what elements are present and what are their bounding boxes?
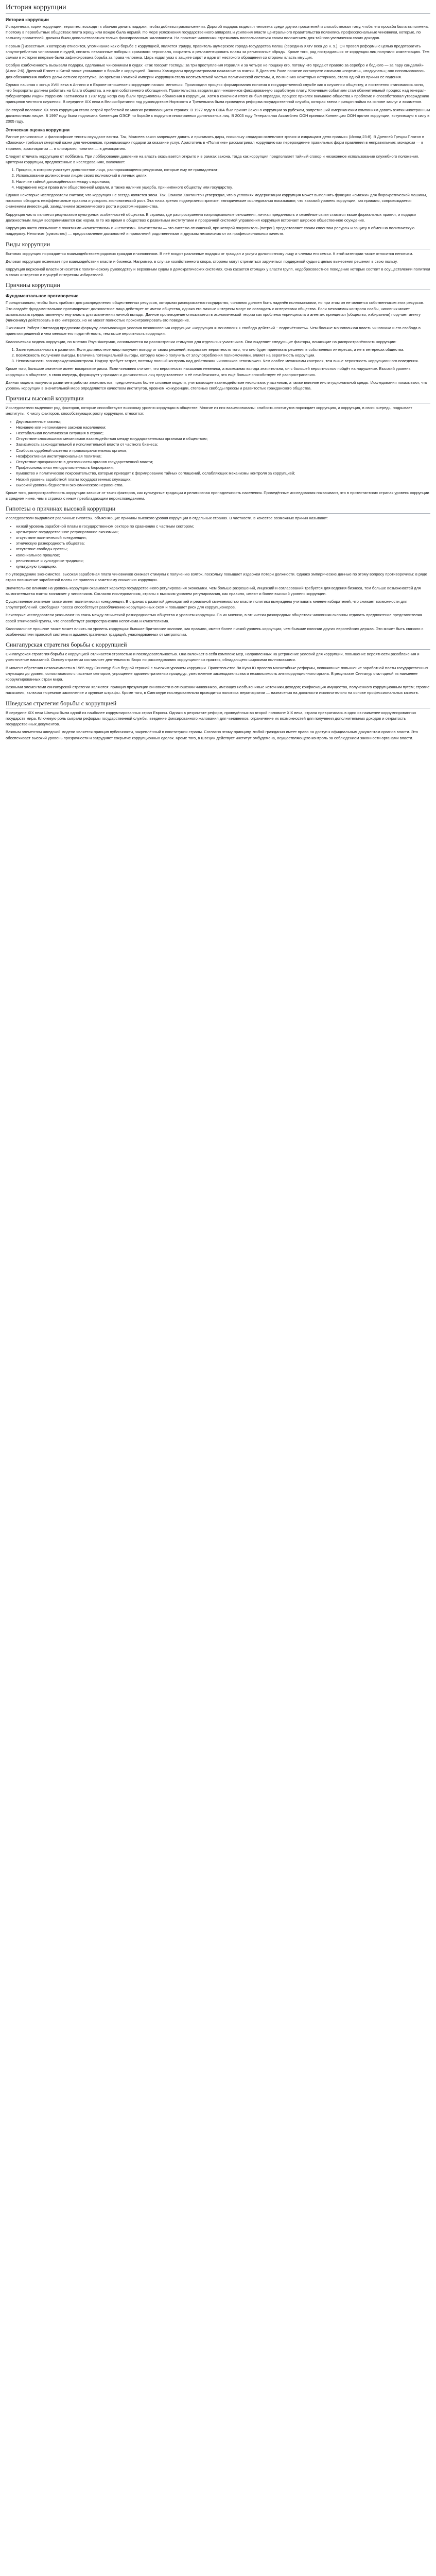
section-heading: Причины высокой коррупции [6, 394, 430, 403]
paragraph: Существенное значение также имеет политическая конкуренция. В странах с развитой демократией и реальной сменяемостью власти политики вынуждены учитывать мнение избирателей, что снижает возможности для злоупотреблений. Свободная пресса способствует разоблачению коррупционных схем и повышает риск для коррупционеров. [6, 599, 408, 610]
list-item: • Неэффективная институциональная политика; [16, 453, 430, 459]
list-item: • низкий уровень заработной платы в государственном секторе по сравнению с частным сектором; [16, 523, 430, 529]
list-item: • колониальное прошлое; [16, 552, 430, 558]
section-heading: Шведская стратегия борьбы с коррупцией [6, 699, 430, 708]
bullet-list [6, 419, 430, 488]
paragraph: Значительное влияние на уровень коррупции оказывает характер государственного регулирования экономики. Чем больше разрешений, лицензий и согласований требуется для ведения бизнеса, тем больше возможностей для вымогательства взяток возникает у чиновников. Согласно исследованиям, страны с высоким уровнем регулирования, как правило, имеют и более высокий уровень коррупции. [6, 585, 421, 596]
paragraph: Некоторые исследователи указывают на связь между этнической разнородностью общества и уровнем коррупции. По их мнению, в этнически разнородных обществах чиновники склонны отдавать предпочтение представителям своей этнической группы, что способствует распространению непотизма и клиентелизма. [6, 613, 423, 623]
paragraph: Первым [‬] известным, к которому относится, упоминание как о борьбе с коррупцией, является Уриуру, правитель шумерского города-государства Лагаш (середина XXIV века до н. э.). Он провёл реформы с целью предотвратить злоупотребления чиновников и судей, снизить незаконные поборы с храмового персонала, сократить и регламентировать платы за религиозные обряды. Кроме того, ряд пострадавших от коррупции лиц получили компенсацию. Тем самым в истории впервые была зафиксирована борьба за права человека. Царь издал указ о защите сирот и вдов от жестокого обращения со стороны власть имущих. [6, 43, 430, 60]
paragraph: Важными элементами сингапурской стратегии являются: принцип презумпции виновности в отношении чиновников, имеющих необъяснимые источники доходов; конфискация имущества, полученного коррупционным путём; строгие наказания, включая тюремное заключение и крупные штрафы. Кроме того, в Сингапуре последовательно проводится политика меритократии — назначения на должности исключительно на основе профессиональных качеств. [6, 685, 430, 696]
list-item: • культурную традицию. [16, 564, 430, 569]
list-item: 4. Нарушение норм права или общественной морали, а также наличие ущерба, причинённого обществу или государству. [16, 184, 430, 190]
list-item: 1. Заинтересованность в развитии. Если должностное лицо получает выгоду от своих решений, возрастает вероятность того, что оно будет принимать решения в собственных интересах, а не в интересах общества. [16, 347, 430, 352]
section-heading: Гипотезы о причинах высокой коррупции [6, 504, 430, 514]
paragraph: Экономист Роберт Клитгаард предложил формулу, описывающую условия возникновения коррупции: «коррупция = монополия + свобода действий − подотчётность». Чем больше монопольная власть чиновника и его свобода в принятии решений и чем меньше его подотчётность, тем выше вероятность коррупции. [6, 326, 421, 336]
paragraph: Однако некоторые исследователи считают, что коррупция не всегда является злом. Так, Сэмюэл Хантингтон утверждал, что в условиях модернизации коррупция может выполнять функцию «смазки» для бюрократической машины, позволяя обходить неэффективные правила и ускорять экономический рост. Эта точка зрения подвергается критике: эмпирические исследования показывают, что высокий уровень коррупции, как правило, сопровождается снижением инвестиций, замедлением экономического роста и ростом неравенства. [6, 193, 427, 209]
paragraph: Деловая коррупция возникает при взаимодействии власти и бизнеса. Например, в случае хозяйственного спора, стороны могут стремиться заручиться поддержкой судьи с целью вынесения решения в свою пользу. [6, 259, 398, 264]
paragraph: Однако начиная с конца XVIII века в Англии и в Европе отношение к коррупции начало меняться. Происходил процесс формирования понятия о государственной службе как о служении обществу, и постепенно становилось ясно, что бюрократы должны работать на благо общества, а не для собственного обогащения. Правительства вводили для чиновников фиксированную заработную плату. Ключевым событием стал обвинительный процесс над генерал-губернатором Индии Уорреном Гастингсом в 1787 году, когда ему были предъявлены обвинения в коррупции. Хотя в конечном итоге он был оправдан, процесс привлёк внимание общества к проблеме и способствовал утверждению принципов честного служения. В середине XIX века в Великобритании под руководством Нортскота и Тревельяна была проведена реформа государственной службы, которая ввела принцип найма на основе заслуг и экзаменов. [6, 82, 429, 105]
list-item: • отсутствие политической конкуренции; [16, 535, 430, 540]
list-item: • Двусмысленные законы; [16, 419, 430, 425]
numbered-list [6, 347, 430, 364]
paragraph: Бытовая коррупция порождается взаимодействием рядовых граждан и чиновников. В неё входят различные подарки от граждан и услуги должностному лицу и членам его семьи. К этой категории также относится непотизм. [6, 251, 413, 256]
paragraph: Исследователи выделяют ряд факторов, которые способствуют высокому уровню коррупции в обществе. Многие из них взаимосвязаны: слабость институтов порождает коррупцию, а коррупция, в свою очередь, подрывает институты. К числу факторов, способствующих росту коррупции, относятся: [6, 405, 412, 416]
list-item: 1. Процесс, в котором участвует должностное лицо, распоряжающееся ресурсами, которые ему не принадлежат; [16, 167, 430, 173]
paragraph: Кроме того, большое значение имеет восприятие риска. Если чиновник считает, что вероятность наказания невелика, а возможная выгода значительна, он с большей вероятностью пойдёт на нарушение. Высокий уровень коррупции в обществе, в свою очередь, формирует у граждан и должностных лиц представление о её неизбежности, что ещё больше способствует её распространению. [6, 366, 411, 377]
paragraph: Важным элементом шведской модели является принцип публичности, закреплённый в конституции страны. Согласно этому принципу, любой гражданин имеет право на доступ к официальным документам органов власти. Это обеспечивает высокий уровень прозрачности и затрудняет сокрытие коррупционных сделок. Кроме того, в Швеции действует институт омбудсмена, осуществляющего контроль за соблюдением законности органами власти. [6, 730, 418, 740]
list-item: 2. Возможность получения выгоды. Величина потенциальной выгоды, которую можно получить от злоупотребления полномочиями, влияет на вероятность коррупции. [16, 352, 430, 358]
paragraph: Исследователи выдвигают различные гипотезы, объясняющие причины высокого уровня коррупции в отдельных странах. В частности, в качестве возможных причин называют: [6, 516, 328, 521]
section-heading: Виды коррупции [6, 240, 430, 249]
section-heading: История коррупции [6, 17, 49, 22]
paragraph: В середине XIX века Швеция была одной из наиболее коррумпированных стран Европы. Однако в результате реформ, проведённых во второй половине XIX века, страна превратилась в одно из наименее коррумпированных государств мира. Ключевую роль сыграли реформы государственной службы, введение фиксированного жалования для чиновников, ограничение их возможностей для получения дополнительных доходов и открытость государственных документов. [6, 710, 416, 727]
list-item: • Кумовство и политическое покровительство, которые приводят к формированию тайных соглашений, ослабляющих механизмы контроля за коррупцией; [16, 470, 430, 476]
list-item: • Профессиональная неподготовленность бюрократии; [16, 465, 430, 470]
list-item: • чрезмерное государственное регулирование экономики; [16, 529, 430, 535]
list-item: • Зависимость законодательной и исполнительной власти от частного бизнеса; [16, 442, 430, 447]
section-heading: Фундаментальное противоречие [6, 293, 79, 299]
numbered-list [6, 167, 430, 190]
paragraph: Коррупция часто является результатом культурных особенностей общества. В странах, где распространены патриархальные отношения, личная преданность и семейные связи ставятся выше формальных правил, и подарки должностным лицам воспринимаются как норма. В то же время в обществах с развитыми институтами и прозрачной системой управления коррупция встречает широкое общественное осуждение. [6, 212, 416, 223]
bullet-list [6, 523, 430, 570]
list-item: • Слабость судебной системы и правоохранительных органов; [16, 448, 430, 453]
page-title: История коррупции [6, 3, 430, 14]
paragraph: Данная модель получила развитие в работах экономистов, предложивших более сложные модели, учитывающие взаимодействие нескольких участников, а также влияние институциональной среды. Исследования показывают, что уровень коррупции в значительной мере определяется качеством институтов, уровнем конкуренции, степенью свободы прессы и развитостью гражданского общества. [6, 380, 427, 391]
paragraph: Принципиально, чтобы быть «рабом» для распределения общественных ресурсов, которыми распоряжается государство, чиновник должен быть наделён полномочиями, но при этом он не является собственником этих ресурсов. Это создаёт фундаментальное противоречие: должностное лицо действует от имени общества, однако его личные интересы могут не совпадать с интересами общества. Если механизмы контроля слабы, чиновник может использовать предоставленную ему власть для извлечения личной выгоды. Данное противоречие описывается в экономической теории как проблема «принципала и агента»: принципал (общество, избиратели) поручает агенту (чиновнику) действовать в его интересах, но не может полностью проконтролировать его поведение. [6, 300, 425, 323]
paragraph: По утверждению экономистов, высокая заработная плата чиновников снижает стимулы к получению взяток, поскольку повышает издержки потери должности. Однако эмпирические данные по этому вопросу противоречивы: в ряде стран повышение заработной платы не привело к заметному снижению коррупции. [6, 572, 427, 583]
list-item: • этническую разнородность общества; [16, 540, 430, 546]
paragraph: В момент обретения независимости в 1965 году Сингапур был бедной страной с высоким уровнем коррупции. Правительство Ли Куан Ю провело масштабные реформы, включавшие повышение заработной платы государственных служащих до уровня, сопоставимого с частным сектором, упрощение административных процедур, ужесточение законодательства и независимость антикоррупционного органа. В результате Сингапур стал одной из наименее коррумпированных стран мира. [6, 665, 428, 682]
paragraph: Коррупция верховной власти относится к политическому руководству и верховным судам в демократических системах. Она касается стоящих у власти групп, недобросовестное поведение которых состоит в осуществлении политики в своих интересах и в ущерб интересам избирателей. [6, 266, 430, 278]
paragraph: Кроме того, распространённость коррупции зависит от таких факторов, как культурные традиции и религиозная принадлежность населения. Проведённые исследования показывают, что в протестантских странах уровень коррупции в среднем ниже, чем в странах с иным преобладающим вероисповеданием. [6, 490, 429, 501]
paragraph: Следует отличать коррупцию от лоббизма. При лоббировании давление на власть оказывается открыто и в рамках закона, тогда как коррупция предполагает тайный сговор и незаконное использование служебного положения. Критерии коррупции, предложенные в исследованиях, включают: [6, 154, 420, 165]
paragraph: Во второй половине XX века коррупция стала острой проблемой во многих развивающихся странах. В 1977 году в США был принят Закон о коррупции за рубежом, запретивший американским компаниям давать взятки иностранным должностным лицам. В 1997 году была подписана Конвенция ОЭСР по борьбе с подкупом иностранных должностных лиц. В 2003 году Генеральная Ассамблея ООН приняла Конвенцию ООН против коррупции, вступившую в силу в 2005 году. [6, 107, 430, 124]
paragraph: Классическая модель коррупции, по мнению Роуз-Аккерман, основывается на рассмотрении стимулов для отдельных участников. Она выделяет следующие факторы, влияющие на распространённость коррупции: [6, 339, 396, 344]
list-item: 3. Невозможность вознаграждения/контроля. Надзор требует затрат, поэтому полный контроль над действиями чиновников невозможен. Чем слабее механизмы контроля, тем выше вероятность коррупционного поведения. [16, 358, 430, 364]
list-item: • Отсутствие прозрачности в деятельности органов государственной власти; [16, 459, 430, 465]
list-item: • Незнание или непонимание законов населением; [16, 425, 430, 430]
list-item: • Отсутствие сложившихся механизмов взаимодействия между государственными органами и обществом; [16, 436, 430, 442]
paragraph: Коррупцию часто связывают с понятиями «клиентелизм» и «непотизм». Клиентелизм — это система отношений, при которой покровитель (патрон) предоставляет своим клиентам ресурсы и защиту в обмен на политическую поддержку. Непотизм (кумовство) — предоставление должностей и привилегий родственникам и друзьям независимо от их профессиональных качеств. [6, 226, 415, 236]
list-item: • отсутствие свободы прессы; [16, 546, 430, 552]
paragraph: Ранние религиозные и философские тексты осуждают взятки. Так, Моисеев закон запрещает давать и принимать дары, поскольку «подарки ослепляют зрячих и извращают дело правых» (Исход 23:8). В Древней Греции Платон в «Законах» требовал смертной казни для чиновников, принимающих подарки за оказание услуг. Аристотель в «Политике» рассматривал коррупцию как перерождение правильных форм правления в неправильные: монархии — в тиранию, аристократии — в олигархию, политии — в демократию. [6, 134, 424, 151]
list-item: 3. Наличие тайной договорённости между сторонами; [16, 179, 430, 184]
article [0, 0, 436, 753]
paragraph: Особую озабоченность вызывали подарки, сделанные чиновникам в судах: «Так говорит Господь: за три преступления Израиля и за четыре не пощажу его, потому что продают правого за серебро и бедного — за пару сандалий» (Амос 2:6). Древний Египет и Китай также упоминают о борьбе с коррупцией. Законы Хаммурапи предусматривали наказание за взятки. В Древнем Риме понятие corrumpere означало «портить», «подкупать»; оно использовалось для обозначения любого должностного проступка. Во времена Римской империи коррупция стала неотъемлемой частью политической системы, и, по мнению некоторых историков, стала одной из причин её падения. [6, 63, 425, 79]
list-item: • Высокий уровень бедности и экономического неравенства. [16, 482, 430, 488]
paragraph: Сингапурская стратегия борьбы с коррупцией отличается строгостью и последовательностью. Она включает в себя комплекс мер, направленных на устранение условий для коррупции, повышение вероятности разоблачения и ужесточение наказаний. Основу стратегии составляет деятельность Бюро по расследованию коррупционных практик, обладающего широкими полномочиями. [6, 652, 420, 663]
paragraph: Колониальное прошлое также может влиять на уровень коррупции: бывшие британские колонии, как правило, имеют более низкий уровень коррупции, чем бывшие колонии других европейских держав. Это может быть связано с особенностями правовой системы и административных традиций, унаследованных от метрополии. [6, 626, 424, 637]
paragraph: Исторически, корни коррупции, вероятно, восходят к обычаю делать подарки, чтобы добиться расположения. Дорогой подарок выделял человека среди других просителей и способствовал тому, чтобы его просьба была выполнена. Поэтому в первобытных обществах плата жрецу или вождю была нормой. По мере усложнения государственного аппарата и усиления власти центрального правительства появились профессиональные чиновники, которые, по замыслу правителей, должны были довольствоваться только фиксированным жалованием. На практике чиновники стремились воспользоваться своим положением для тайного увеличения своих доходов. [6, 24, 429, 41]
section-heading: Причины коррупции [6, 281, 430, 290]
section-heading: Этическая оценка коррупции [6, 127, 70, 133]
list-item: • религиозные и культурные традиции; [16, 558, 430, 564]
list-item: • Нестабильная политическая ситуация в стране; [16, 430, 430, 436]
section-heading: Сингапурская стратегия борьбы с коррупцией [6, 640, 430, 650]
article-body [6, 16, 430, 741]
list-item: 2. Использование должностным лицом своих полномочий в личных целях; [16, 173, 430, 178]
list-item: • Низкий уровень заработной платы государственных служащих; [16, 477, 430, 482]
